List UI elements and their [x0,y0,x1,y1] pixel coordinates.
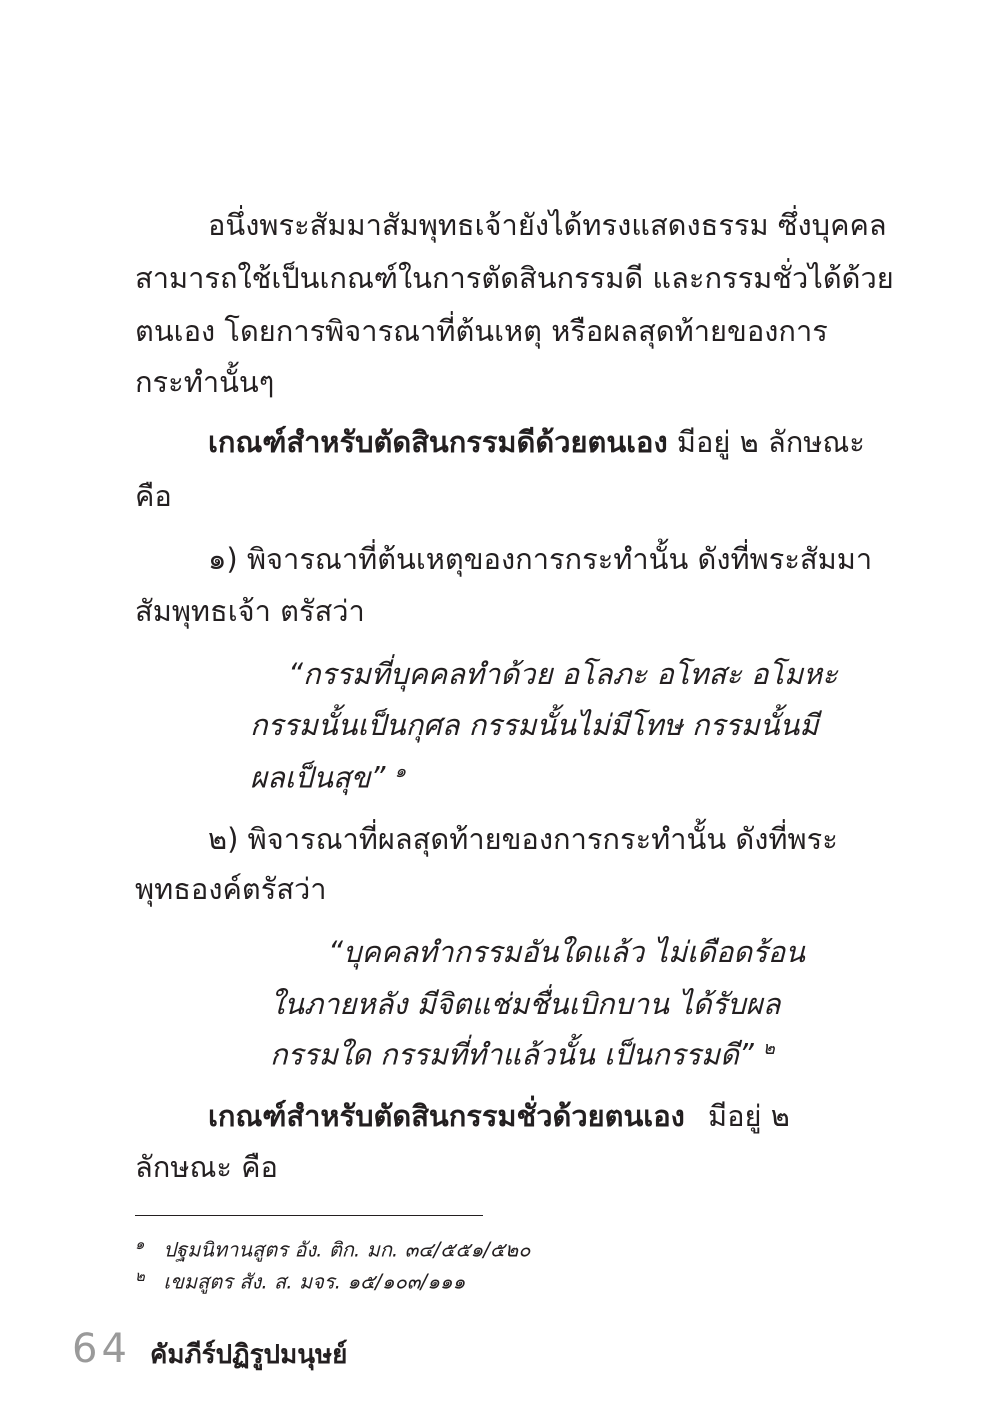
footnote-ref-2: ๒ [763,1038,775,1059]
bad-criteria-heading: เกณฑ์สำหรับตัดสินกรรมชั่วด้วยตนเอง [208,1099,685,1133]
good-criteria-line1 [208,425,865,459]
quote1-line3-text: ผลเป็นสุข” [250,760,386,795]
quote1-line3 [250,760,407,795]
bad-criteria-line2: ลักษณะ คือ [135,1150,278,1184]
footnote-ref-1: ๑ [394,761,407,782]
footnote-1 [135,1232,530,1266]
paragraph1-line2: สามารถใช้เป็นเกณฑ์ในการตัดสินกรรมดี และกรรมชั่วได้ด้วย [135,261,894,295]
book-title: คัมภีร์ปฏิรูปมนุษย์ [150,1340,348,1370]
footnote-2 [135,1264,465,1298]
quote2-line3 [270,1037,775,1072]
quote1-line2: กรรมนั้นเป็นกุศล กรรมนั้นไม่มีโทษ กรรมนั้นมี [250,708,819,742]
paragraph1-line3: ตนเอง โดยการพิจารณาที่ต้นเหตุ หรือผลสุดท้ายของการ [135,314,828,348]
footnote-1-number: ๑ [135,1235,145,1253]
bad-criteria-rest: มีอยู่ ๒ [708,1099,790,1133]
bad-criteria-line1 [208,1099,790,1133]
footnote-2-number: ๒ [135,1267,145,1285]
quote2-line3-text: กรรมใด กรรมที่ทำแล้วนั้น เป็นกรรมดี” [270,1037,754,1072]
paragraph1-line1: อนึ่งพระสัมมาสัมพุทธเจ้ายังได้ทรงแสดงธรรม ซึ่งบุคคล [208,208,887,242]
footnote-divider [135,1215,483,1216]
quote2-line2: ในภายหลัง มีจิตแช่มชื่นเบิกบาน ได้รับผล [270,987,781,1021]
quote2-line1: “บุคคลทำกรรมอันใดแล้ว ไม่เดือดร้อน [328,935,805,969]
footnote-1-text: ปฐมนิทานสูตร อัง. ติก. มก. ๓๔/๕๕๑/๕๒๐ [163,1237,531,1262]
good-criteria-line2: คือ [135,479,172,513]
good-criteria-heading: เกณฑ์สำหรับตัดสินกรรมดีด้วยตนเอง [208,425,668,459]
page-number: 64 [72,1326,131,1372]
good-criteria-rest: มีอยู่ ๒ ลักษณะ [676,425,865,459]
item2-line1: ๒) พิจารณาที่ผลสุดท้ายของการกระทำนั้น ดังที่พระ [208,822,838,856]
footnote-2-text: เขมสูตร สัง. ส. มจร. ๑๕/๑๐๓/๑๑๑ [163,1269,466,1294]
paragraph1-line4: กระทำนั้นๆ [135,365,275,399]
item1-line1: ๑) พิจารณาที่ต้นเหตุของการกระทำนั้น ดังที่พระสัมมา [208,542,873,576]
quote1-line1: “กรรมที่บุคคลทำด้วย อโลภะ อโทสะ อโมหะ [288,657,838,691]
item1-line2: สัมพุทธเจ้า ตรัสว่า [135,594,365,628]
item2-line2: พุทธองค์ตรัสว่า [135,872,327,906]
